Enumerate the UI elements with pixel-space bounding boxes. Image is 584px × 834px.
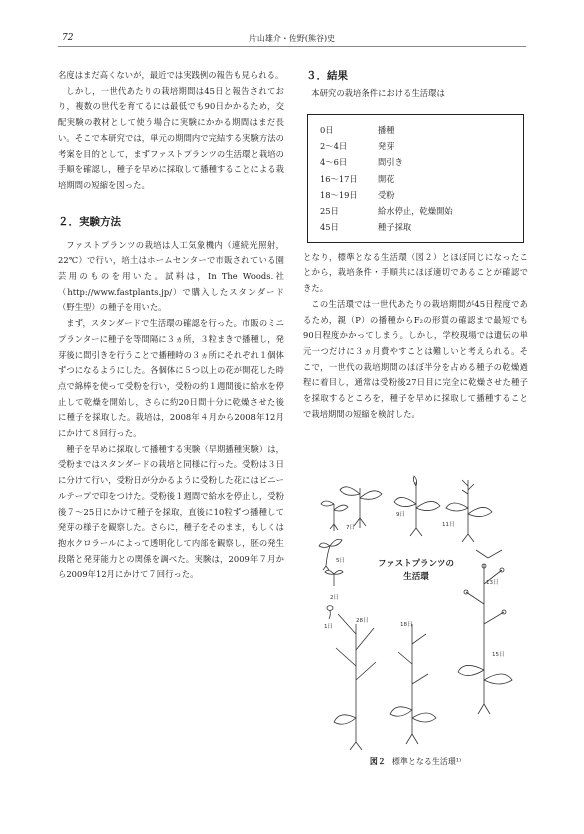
day-label: 13日 xyxy=(486,580,499,586)
methods-heading: ２．実験方法 xyxy=(58,215,121,228)
stage-row xyxy=(320,122,523,138)
stage-event: 開花 xyxy=(378,173,395,184)
plant-day9-drawing xyxy=(340,487,382,528)
plant-day7-drawing xyxy=(321,501,348,531)
stage-day: 25日 xyxy=(320,206,339,217)
day-label: 11日 xyxy=(442,522,455,528)
intro-paragraph-1: 名度はまだ高くないが，最近では実践例の報告も見られる。 xyxy=(58,70,284,80)
seed-drawing xyxy=(327,606,333,619)
day-label: 2日 xyxy=(330,595,339,601)
figure-title-line2: 生活環 xyxy=(403,572,429,582)
plant-day28-drawing xyxy=(334,614,376,750)
right-column xyxy=(303,68,528,423)
plant-day13-flowering-drawing xyxy=(476,550,502,558)
stage-day: 0日 xyxy=(320,124,334,135)
plant-day15-drawing xyxy=(458,564,512,714)
figure-title-line1: ファストプランツの xyxy=(377,559,455,569)
sprout-drawing xyxy=(325,570,343,586)
life-cycle-figure xyxy=(316,474,516,752)
day-label: 15日 xyxy=(492,652,505,658)
stage-event: 種子採取 xyxy=(378,222,412,233)
running-header-authors: 片山雄介・佐野(熊谷)史 xyxy=(248,34,336,43)
results-paragraph-1: となり，標準となる生活環（図２）とほぼ同じになったことから，栽培条件・手順共にほぼ適切であることが確認できた。 xyxy=(303,251,528,294)
stage-row xyxy=(320,219,523,235)
life-cycle-box xyxy=(307,114,524,243)
header-divider xyxy=(58,46,526,47)
stage-event: 給水停止，乾燥開始 xyxy=(378,206,453,217)
stage-day: 45日 xyxy=(320,222,339,233)
plant-day13-drawing xyxy=(446,480,492,542)
stage-row xyxy=(320,154,523,170)
day-label: 18日 xyxy=(400,622,413,628)
results-intro: 本研究の栽培条件における生活環は xyxy=(311,88,445,98)
left-column xyxy=(58,68,284,583)
figure-number: 図２ xyxy=(369,757,386,766)
page-number: 72 xyxy=(62,33,74,43)
day-label: 9日 xyxy=(396,512,405,518)
stage-event: 受粉 xyxy=(378,189,395,200)
stage-row xyxy=(320,203,523,219)
stage-row xyxy=(320,187,523,203)
methods-paragraph-3: 種子を早めに採取して播種する実験（早期播種実験）は，受粉まではスタンダードの栽培と同様に行った。受粉は３日に分けて行い，受粉日が分かるように受粉した花にはビニールテープで印をつけた。受粉後１週間で給水を停止し，受粉後７～25日にかけて種子を採取，直後に10粒ずつ播種して発芽の様子を観察した。さらに，種子をそのまま，もしくは抱水クロラールによって透明化して内部を観察し，胚の発生段階と発芽能力との関係を調べた。実験は，2009年７月から2009年12月にかけて７回行った。 xyxy=(58,443,284,580)
results-paragraph-2: この生活環では一世代あたりの栽培期間が45日程度であるため，親（P）の播種からF₂の形質の確認まで最短でも90日程度かかってしまう。しかし，学校現場では遺伝の単元一つだけに３ヵ月費やすことは難しいと考えられる。そこで，一世代の栽培期間のほぼ半分を占める種子の乾燥過程に着目し，通常は受粉後27日目に完全に乾燥させた種子を採取するところを，種子を早めに採取して播種することで栽培期間の短縮を検討した。 xyxy=(303,298,528,419)
results-heading: ３．結果 xyxy=(306,70,348,82)
day-label: 7日 xyxy=(346,525,355,531)
day-label: 5日 xyxy=(336,558,345,564)
plant-day18-drawing xyxy=(390,624,436,744)
stage-day: 18～19日 xyxy=(320,189,358,200)
figure-caption xyxy=(303,756,528,767)
stage-day: 2～4日 xyxy=(320,141,348,151)
day-label: 28日 xyxy=(356,618,369,624)
stage-row xyxy=(320,138,523,154)
figure-caption-text: 標準となる生活環¹⁾ xyxy=(391,757,462,766)
stage-day: 16～17日 xyxy=(320,173,358,184)
stage-row xyxy=(320,171,523,187)
stage-event: 発芽 xyxy=(378,141,395,151)
day-label: 1日 xyxy=(324,624,333,630)
stage-event: 播種 xyxy=(378,124,395,135)
stage-event: 間引き xyxy=(378,157,403,168)
methods-paragraph-2: まず，スタンダードで生活環の確認を行った。市販のミニプランターに種子を等間隔に３ヵ所，３粒まきで播種し，発芽後に間引きを行うことで播種時の３ヵ所にそれぞれ１個体ずつになるようにした。各個体に５つ以上の花が開花した時点で綿棒を使って受粉を行い，受粉の約１週間後に給水を停止して乾燥を開始し，さらに約20日間十分に乾燥させた後に種子を採取した。栽培は，2008年４月から2008年12月にかけて８回行った。 xyxy=(58,318,284,439)
intro-paragraph-2: しかし，一世代あたりの栽培期間は45日と報告されており，複数の世代を育てるには最低でも90日かかるため，交配実験の教材として使う場合に実験にかかる期間はまだ長い。そこで本研究では，単元の期間内で完結する実験方法の考案を目的として，まずファストプランツの生活環と栽培の手順を確認し，種子を早めに採取して播種することによる栽培期間の短縮を図った。 xyxy=(58,85,284,190)
stage-day: 4～6日 xyxy=(320,157,348,168)
life-cycle-illustration xyxy=(316,474,516,752)
seedling-drawing xyxy=(319,539,342,570)
plant-day11-drawing xyxy=(394,476,440,536)
methods-paragraph-1: ファストプランツの栽培は人工気象機内（連続光照射，22℃）で行い，培土はホームセンターで市販されている園芸用のものを用いた。試料は，In The Woods.社（http://www.fastplants.jp/）で購入したスタンダード（野生型）の種子を用いた。 xyxy=(58,239,284,313)
